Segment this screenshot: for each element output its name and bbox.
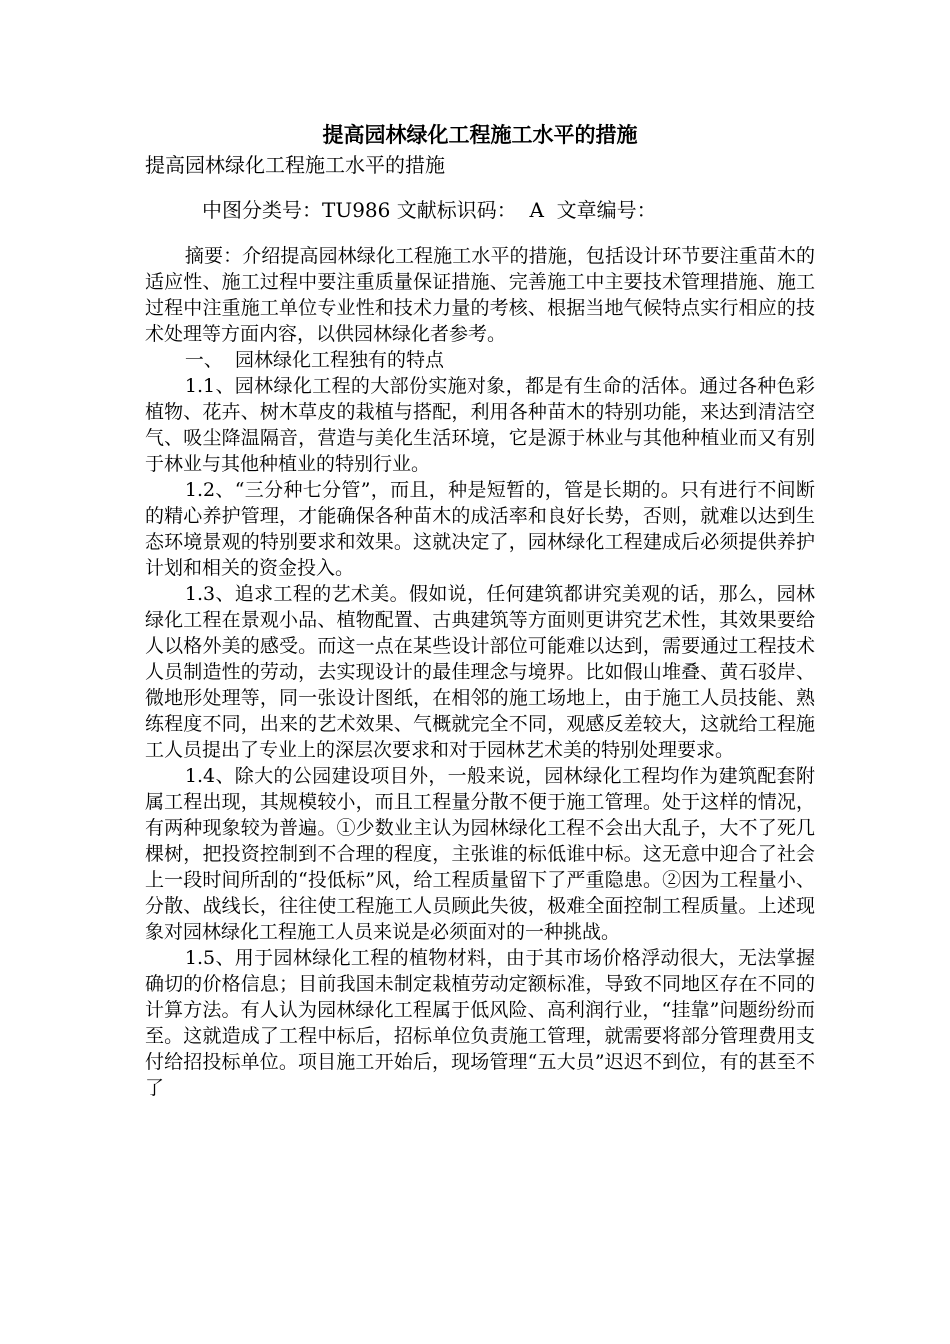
- section-1-heading: 一、 园林绿化工程独有的特点: [184, 349, 444, 371]
- paragraph-1-2: 1.2、“三分种七分管”，而且，种是短暂的，管是长期的。只有进行不间断的精心养护管理，才能确保各种苗木的成活率和良好长势，否则，就难以达到生态环境景观的特别要求和效果。这就决定了，园林绿化工程建成后必须提供养护计划和相关的资金投入。: [145, 479, 815, 579]
- document-body: [145, 120, 815, 1101]
- document-subtitle: 提高园林绿化工程施工水平的措施: [145, 153, 445, 177]
- abstract-paragraph: 摘要：介绍提高园林绿化工程施工水平的措施，包括设计环节要注重苗木的适应性、施工过程中要注重质量保证措施、完善施工中主要技术管理措施、施工过程中注重施工单位专业性和技术力量的考核、根据当地气候特点实行相应的技术处理等方面内容，以供园林绿化者参考。: [145, 245, 815, 345]
- paragraph-1-1: 1.1、园林绿化工程的大部份实施对象，都是有生命的活体。通过各种色彩植物、花卉、树木草皮的栽植与搭配，利用各种苗木的特别功能，来达到清洁空气、吸尘降温隔音，营造与美化生活环境，它是源于林业与其他种植业而又有别于林业与其他种植业的特别行业。: [145, 375, 815, 475]
- classification-line: 中图分类号：TU986 文献标识码： A 文章编号：: [202, 198, 657, 222]
- paragraph-1-4: 1.4、除大的公园建设项目外，一般来说，园林绿化工程均作为建筑配套附属工程出现，其规模较小，而且工程量分散不便于施工管理。处于这样的情况，有两种现象较为普遍。①少数业主认为园林绿化工程不会出大乱子，大不了死几棵树，把投资控制到不合理的程度，主张谁的标低谁中标。这无意中迎合了社会上一段时间所刮的“投低标”风，给工程质量留下了严重隐患。②因为工程量小、分散、战线长，往往使工程施工人员顾此失彼，极难全面控制工程质量。上述现象对园林绿化工程施工人员来说是必须面对的一种挑战。: [145, 765, 815, 943]
- paragraph-1-5: 1.5、用于园林绿化工程的植物材料，由于其市场价格浮动很大，无法掌握确切的价格信息；目前我国未制定栽植劳动定额标准，导致不同地区存在不同的计算方法。有人认为园林绿化工程属于低风险、高利润行业，“挂靠”问题纷纷而至。这就造成了工程中标后，招标单位负责施工管理，就需要将部分管理费用支付给招投标单位。项目施工开始后，现场管理“五大员”迟迟不到位，有的甚至不了: [145, 947, 815, 1099]
- paragraph-1-3: 1.3、追求工程的艺术美。假如说，任何建筑都讲究美观的话，那么，园林绿化工程在景观小品、植物配置、古典建筑等方面则更讲究艺术性，其效果要给人以格外美的感受。而这一点在某些设计部位可能难以达到，需要通过工程技术人员制造性的劳动，去实现设计的最佳理念与境界。比如假山堆叠、黄石驳岸、微地形处理等，同一张设计图纸，在相邻的施工场地上，由于施工人员技能、熟练程度不同，出来的艺术效果、气概就完全不同，观感反差较大，这就给工程施工人员提出了专业上的深层次要求和对于园林艺术美的特别处理要求。: [145, 583, 815, 761]
- document-title: 提高园林绿化工程施工水平的措施: [322, 122, 638, 147]
